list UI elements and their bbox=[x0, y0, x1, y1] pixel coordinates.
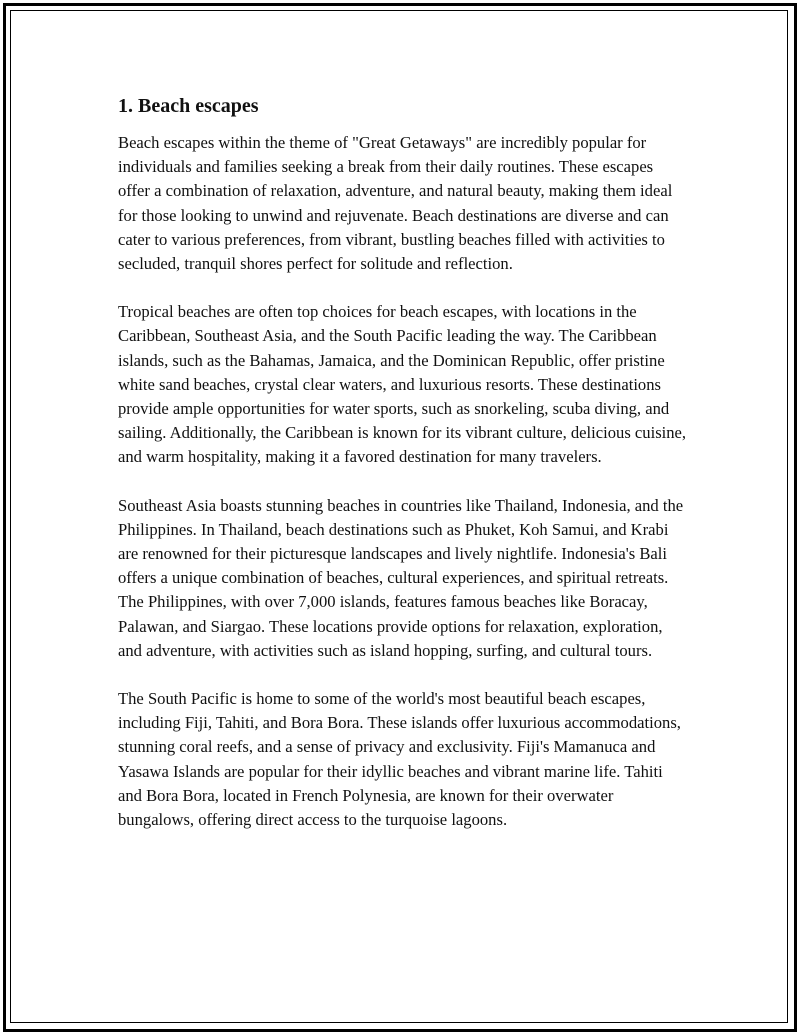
paragraph-intro: Beach escapes within the theme of "Great Getaways" are incredibly popular for individuals and families seeking a break from their daily routines. These escapes offer a combination of relaxation, adventure, and natural beauty, making them ideal for those looking to unwind and rejuvenate. Beach destinations are diverse and can cater to various preferences, from vibrant, bustling beaches filled with activities to secluded, tranquil shores perfect for solitude and reflection. bbox=[118, 133, 673, 274]
section-heading: 1. Beach escapes bbox=[118, 95, 259, 117]
paragraph-south-pacific: The South Pacific is home to some of the world's most beautiful beach escapes, including Fiji, Tahiti, and Bora Bora. These islands offer luxurious accommodations, stunning coral reefs, and a sense of privacy and exclusivity. Fiji's Mamanuca and Yasawa Islands are popular for their idyllic beaches and vibrant marine life. Tahiti and Bora Bora, located in French Polynesia, are known for their overwater bungalows, offering direct access to the turquoise lagoons. bbox=[118, 689, 681, 830]
paragraph-southeast-asia: Southeast Asia boasts stunning beaches in countries like Thailand, Indonesia, and the Philippines. In Thailand, beach destinations such as Phuket, Koh Samui, and Krabi are renowned for their picturesque landscapes and lively nightlife. Indonesia's Bali offers a unique combination of beaches, cultural experiences, and spiritual retreats. The Philippines, with over 7,000 islands, features famous beaches like Boracay, Palawan, and Siargao. These locations provide options for relaxation, exploration, and adventure, with activities such as island hopping, surfing, and cultural tours. bbox=[118, 495, 684, 660]
document-body bbox=[118, 93, 688, 856]
paragraph-tropical-beaches: Tropical beaches are often top choices for beach escapes, with locations in the Caribbean, Southeast Asia, and the South Pacific leading the way. The Caribbean islands, such as the Bahamas, Jamaica, and the Dominican Republic, offer pristine white sand beaches, crystal clear waters, and luxurious resorts. These destinations provide ample opportunities for water sports, such as snorkeling, scuba diving, and sailing. Additionally, the Caribbean is known for its vibrant culture, delicious cuisine, and warm hospitality, making it a favored destination for many travelers. bbox=[118, 302, 687, 467]
